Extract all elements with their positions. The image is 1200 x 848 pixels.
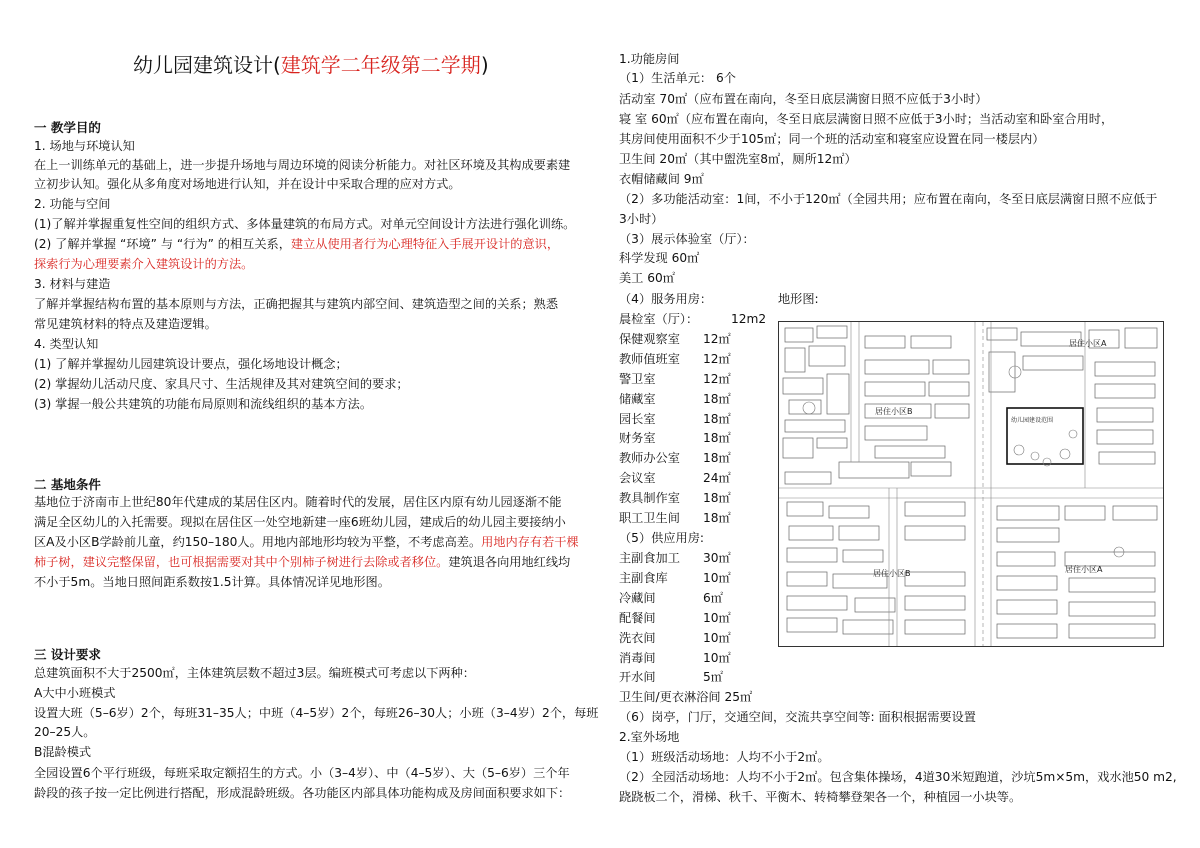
paragraph-line: 其房间使用面积不少于105㎡；同一个班的活动室和寝室应设置在同一楼层内） <box>619 132 1045 146</box>
room-row <box>619 411 759 428</box>
paragraph-line: 活动室 70㎡（应布置在南向，冬至日底层满窗日照不应低于3小时） <box>619 92 988 106</box>
title-main: 幼儿园建筑设计 <box>133 53 273 77</box>
subheading-outdoor: 2.室外场地 <box>619 730 680 744</box>
zone-label: 居住小区A <box>1065 565 1103 574</box>
room-area: 6㎡ <box>703 590 723 605</box>
paragraph-line: 卫生间/更衣淋浴间 25㎡ <box>619 690 753 704</box>
paragraph-line: 20–25人。 <box>34 725 96 739</box>
room-name: 洗衣间 <box>619 630 656 645</box>
zone-label: 居住小区B <box>875 407 913 416</box>
room-row <box>619 510 759 527</box>
title-paren-open: ( <box>273 53 281 77</box>
paragraph-line: 设置大班（5–6岁）2个，每班31–35人；中班（4–5岁）2个，每班26–30人；小班（3–4岁）2个，每班 <box>34 706 599 720</box>
paragraph-line: 美工 60㎡ <box>619 271 675 285</box>
room-area: 10㎡ <box>703 610 731 625</box>
room-row <box>619 650 759 667</box>
room-area: 10㎡ <box>703 650 731 665</box>
text-black: 建筑退各向用地红线均 <box>448 555 571 569</box>
paragraph-line: 基地位于济南市上世纪80年代建成的某居住区内。随着时代的发展，居住区内原有幼儿园逐渐不能 <box>34 495 562 509</box>
paragraph-line: 常见建筑材料的特点及建造逻辑。 <box>34 317 217 331</box>
paragraph-line: 跷跷板二个，滑梯、秋千、平衡木、转椅攀登架各一个，种植园一小块等。 <box>619 790 1022 804</box>
paragraph-line: 总建筑面积不大于2500㎡，主体建筑层数不超过3层。编班模式可考虑以下两种： <box>34 666 475 680</box>
paragraph-line: 寝 室 60㎡（应布置在南向，冬至日底层满窗日照不应低于3小时；当活动室和卧室合用时， <box>619 112 1114 126</box>
paragraph-line: 卫生间 20㎡（其中盥洗室8㎡，厕所12㎡） <box>619 152 857 166</box>
paragraph-line: （4）服务用房： <box>619 292 713 306</box>
room-row <box>619 470 759 487</box>
paragraph-line: 了解并掌握结构布置的基本原则与方法，正确把握其与建筑内部空间、建筑造型之间的关系；熟悉 <box>34 297 559 311</box>
room-name: 财务室 <box>619 431 656 446</box>
title-subtitle: 建筑学二年级第二学期 <box>280 53 481 77</box>
room-row <box>619 590 759 607</box>
room-area: 12㎡ <box>703 331 731 346</box>
room-area: 12m2 <box>731 312 767 326</box>
subheading-function: 2. 功能与空间 <box>34 197 111 211</box>
room-area: 18㎡ <box>703 451 731 466</box>
room-row <box>619 311 767 328</box>
room-row <box>619 331 759 348</box>
subheading-material: 3. 材料与建造 <box>34 277 111 291</box>
title-paren-close: ) <box>480 53 489 77</box>
room-area: 18㎡ <box>703 511 731 525</box>
page-title <box>133 52 489 78</box>
room-name: 教师办公室 <box>619 451 680 466</box>
paragraph-line: (2) 掌握幼儿活动尺度、家具尺寸、生活规律及其对建筑空间的要求； <box>34 377 409 391</box>
paragraph-line: 全园设置6个平行班级，每班采取定额招生的方式。小（3–4岁）、中（4–5岁）、大（5–6岁）三个年 <box>34 766 570 780</box>
text-highlight: 柿子树，建议完整保留，也可根据需要对其中个别柿子树进行去除或者移位。 <box>34 555 449 569</box>
room-name: 会议室 <box>619 471 656 486</box>
room-row <box>619 450 759 467</box>
paragraph-line: B混龄模式 <box>34 745 92 759</box>
room-row <box>619 490 759 507</box>
section-heading-site: 二 基地条件 <box>34 477 101 492</box>
room-row <box>619 610 759 627</box>
subheading-rooms: 1.功能房间 <box>619 52 680 66</box>
room-area: 12㎡ <box>703 351 731 366</box>
room-name: 晨检室（厅）： <box>619 312 699 326</box>
site-label: 幼儿园建设范围 <box>1011 417 1054 424</box>
paragraph-line: 科学发现 60㎡ <box>619 251 700 265</box>
paragraph-line: (1)了解并掌握重复性空间的组织方式、多体量建筑的布局方式。对单元空间设计方法进行强化训练。 <box>34 217 576 231</box>
paragraph-line: （3）展示体验室（厅）： <box>619 232 755 246</box>
room-area: 5㎡ <box>703 670 723 685</box>
paragraph-line: A大中小班模式 <box>34 686 116 700</box>
room-area: 10㎡ <box>703 630 731 645</box>
map-label: 地形图: <box>778 292 819 306</box>
paragraph-line: 在上一训练单元的基础上，进一步提升场地与周边环境的阅读分析能力。对社区环境及其构成要素建 <box>34 158 571 172</box>
room-name: 教具制作室 <box>619 491 680 506</box>
room-name: 主副食库 <box>619 570 668 585</box>
section-heading-requirements: 三 设计要求 <box>34 647 101 662</box>
paragraph-line <box>34 534 579 551</box>
room-name: 教师值班室 <box>619 351 680 366</box>
paragraph-line: （2）多功能活动室：1间，不小于120㎡（全园共用；应布置在南向，冬至日底层满窗日照不应低于 <box>619 192 1158 206</box>
room-area: 12㎡ <box>703 371 731 386</box>
room-area: 18㎡ <box>703 411 731 426</box>
text-highlight: 用地内存有若干棵 <box>481 535 579 549</box>
paragraph-line: （2）全园活动场地：人均不小于2㎡。包含集体操场，4道30米短跑道，沙坑5m×5m，戏水池50 m2, <box>619 770 1177 784</box>
paragraph-line: 满足全区幼儿的入托需要。现拟在居住区一处空地新建一座6班幼儿园，建成后的幼儿园主要接纳小 <box>34 515 566 529</box>
room-area: 18㎡ <box>703 391 731 406</box>
text-highlight: 探索行为心理要素介入建筑设计的方法。 <box>34 257 254 271</box>
paragraph-line <box>34 236 559 253</box>
room-area: 24㎡ <box>703 471 731 486</box>
text-highlight: 建立从使用者行为心理特征入手展开设计的意识， <box>290 237 560 251</box>
room-name: 保健观察室 <box>619 331 680 346</box>
room-row <box>619 371 759 388</box>
room-row <box>619 351 759 368</box>
text-black: 区A及小区B学龄前儿童，约150–180人。用地内部地形均较为平整，不考虑高差。 <box>34 535 482 549</box>
paragraph-line <box>34 554 570 571</box>
room-name: 消毒间 <box>619 650 656 665</box>
room-name: 职工卫生间 <box>619 511 680 525</box>
paragraph-line: （6）岗亭，门厅，交通空间，交流共享空间等: 面积根据需要设置 <box>619 710 976 724</box>
paragraph-line: 衣帽储藏间 9㎡ <box>619 172 704 186</box>
site-plan-drawing <box>779 322 1163 646</box>
room-row <box>619 630 759 647</box>
room-name: 冷藏间 <box>619 590 656 605</box>
paragraph-line: 不小于5m。当地日照间距系数按1.5计算。具体情况详见地形图。 <box>34 575 390 589</box>
zone-label: 居住小区A <box>1069 339 1107 348</box>
room-area: 18㎡ <box>703 491 731 506</box>
room-name: 配餐间 <box>619 610 656 625</box>
room-name: 警卫室 <box>619 371 656 386</box>
zone-label: 居住小区B <box>873 569 911 578</box>
paragraph-line: （5）供应用房: <box>619 531 704 545</box>
room-row <box>619 550 759 567</box>
room-name: 储藏室 <box>619 391 656 406</box>
paragraph-line: （1）生活单元： 6个 <box>619 71 736 85</box>
room-row <box>619 570 759 587</box>
section-heading-teaching: 一 教学目的 <box>34 120 101 135</box>
paragraph-line: 龄段的孩子按一定比例进行搭配，形成混龄班级。各功能区内部具体功能构成及房间面积要求如下： <box>34 786 571 800</box>
paragraph-line: 3小时） <box>619 212 664 226</box>
subheading-site: 1. 场地与环境认知 <box>34 139 135 153</box>
paragraph-line: （1）班级活动场地：人均不小于2㎡。 <box>619 750 830 764</box>
room-row <box>619 669 759 686</box>
room-row <box>619 430 759 447</box>
paragraph-line: (3) 掌握一般公共建筑的功能布局原则和流线组织的基本方法。 <box>34 397 373 411</box>
room-area: 30㎡ <box>703 551 731 565</box>
text-black: (2) 了解并掌握 “环境” 与 “行为” 的相互关系， <box>34 237 291 251</box>
room-row <box>619 391 759 408</box>
room-name: 主副食加工 <box>619 551 680 565</box>
paragraph-line: (1) 了解并掌握幼儿园建筑设计要点，强化场地设计概念； <box>34 357 348 371</box>
paragraph-line: 立初步认知。强化从多角度对场地进行认知，并在设计中采取合理的应对方式。 <box>34 177 461 191</box>
room-name: 开水间 <box>619 670 656 685</box>
room-area: 10㎡ <box>703 570 731 585</box>
subheading-type: 4. 类型认知 <box>34 337 99 351</box>
room-name: 园长室 <box>619 411 656 426</box>
site-plan-map <box>778 321 1164 647</box>
room-area: 18㎡ <box>703 431 731 446</box>
